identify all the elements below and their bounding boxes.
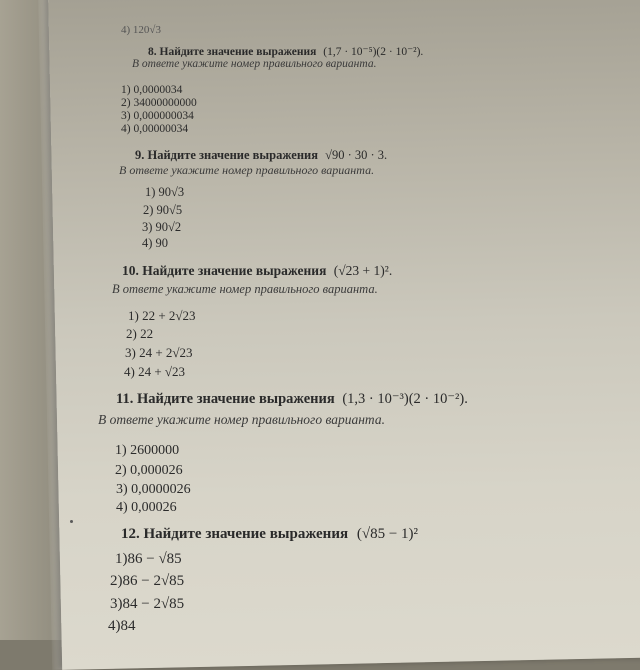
q9-title-text: 9. Найдите значение выражения	[135, 148, 318, 162]
q8-option-1: 1) 0,0000034	[121, 84, 183, 96]
q11-title-text: 11. Найдите значение выражения	[116, 391, 335, 407]
q9-title	[135, 148, 387, 163]
q11-expression: (1,3 · 10⁻³)(2 · 10⁻²).	[342, 391, 468, 407]
q12-expression: (√85 − 1)²	[356, 526, 419, 542]
q10-option-1: 1) 22 + 2√23	[128, 308, 196, 323]
q8-title-text: 8. Найдите значение выражения	[148, 46, 317, 58]
q7-option-4: 4) 120√3	[121, 24, 161, 36]
q9-option-3: 3) 90√2	[142, 220, 182, 234]
q12-option-1: 1)86 − √85	[115, 551, 182, 567]
q9-option-1: 1) 90√3	[145, 185, 185, 199]
q11-instruction: В ответе укажите номер правильного варианта.	[98, 412, 385, 427]
q10-instruction: В ответе укажите номер правильного варианта.	[112, 282, 378, 296]
q11-option-3: 3) 0,0000026	[116, 482, 191, 497]
q9-instruction: В ответе укажите номер правильного варианта.	[119, 163, 375, 177]
q8-title	[148, 44, 423, 58]
q12-option-3: 3)84 − 2√85	[110, 596, 185, 612]
q12-title-text: 12. Найдите значение выражения	[121, 526, 349, 542]
q10-expression: (√23 + 1)².	[333, 263, 393, 278]
q9-option-4: 4) 90	[142, 236, 169, 250]
q12-option-2: 2)86 − 2√85	[110, 573, 185, 589]
q8-option-2: 2) 34000000000	[121, 97, 197, 109]
q10-option-2: 2) 22	[126, 326, 154, 341]
q9-expression: √90 · 30 · 3.	[325, 148, 388, 162]
q8-option-4: 4) 0,00000034	[121, 123, 189, 135]
q8-option-3: 3) 0,000000034	[121, 110, 194, 122]
q8-instruction: В ответе укажите номер правильного варианта.	[132, 58, 377, 70]
q8-expression: (1,7 · 10⁻⁵)(2 · 10⁻²).	[323, 46, 424, 58]
q11-option-4: 4) 0,00026	[116, 500, 177, 515]
q10-title-text: 10. Найдите значение выражения	[122, 263, 327, 278]
q12-option-4: 4)84	[108, 618, 136, 634]
margin-dot	[70, 520, 73, 523]
q10-title	[122, 263, 392, 279]
q9-option-2: 2) 90√5	[143, 203, 183, 217]
q10-option-4: 4) 24 + √23	[124, 364, 186, 379]
q12-title	[121, 526, 418, 543]
q11-option-2: 2) 0,000026	[115, 463, 183, 478]
q10-option-3: 3) 24 + 2√23	[125, 345, 193, 360]
q11-option-1: 1) 2600000	[115, 443, 180, 458]
q11-title	[116, 391, 468, 408]
